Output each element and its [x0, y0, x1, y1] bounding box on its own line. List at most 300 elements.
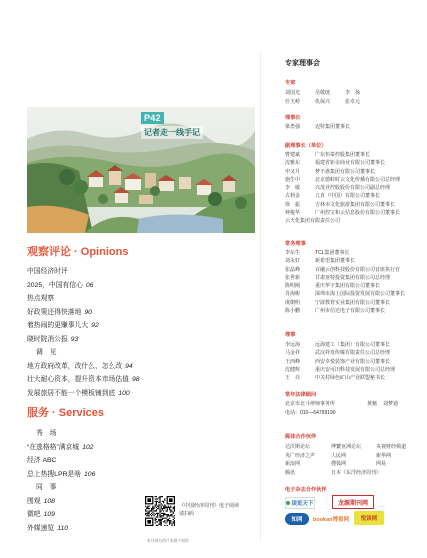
qr-module [174, 525, 175, 526]
member-row: 肖海彬 深圳市海上国际投资发展有限公司董事长 [285, 291, 406, 298]
qr-module [161, 522, 162, 523]
feature-painting [27, 107, 255, 233]
qr-module [163, 514, 164, 515]
qr-module [170, 514, 171, 515]
qr-module [163, 521, 164, 522]
qr-module [152, 514, 153, 515]
page-number: 102 [82, 443, 94, 451]
qr-module [170, 510, 171, 511]
qr-module [147, 513, 148, 514]
toc-entry: 围观 108 [27, 497, 55, 505]
qr-module [156, 498, 157, 499]
qr-module [147, 507, 148, 508]
water [137, 215, 223, 234]
expert-name: 李 扬 [345, 90, 361, 96]
qr-module [170, 521, 171, 522]
directors-list [285, 341, 420, 382]
qr-module [173, 519, 174, 520]
page-number: 100 [118, 389, 130, 397]
qr-module [158, 507, 159, 508]
qr-module [165, 514, 166, 515]
qr-module [156, 516, 157, 517]
qr-module [164, 508, 165, 509]
qr-module [167, 515, 168, 516]
qr-module [155, 520, 156, 521]
qr-module [153, 510, 154, 511]
qr-module [145, 514, 146, 515]
qr-module [155, 510, 156, 511]
qr-module [159, 519, 160, 520]
qr-module [173, 516, 174, 517]
qr-module [169, 518, 170, 519]
qr-module [169, 509, 170, 510]
qr-module [167, 507, 168, 508]
member-row: 李远海 远海建工（集团）有限公司董事长 [285, 342, 391, 348]
toc-entry: 着热闹的更赚事儿大 92 [27, 322, 99, 329]
qr-module [170, 507, 171, 508]
qr-module [168, 507, 169, 508]
qr-module [169, 520, 170, 521]
qr-module [170, 506, 171, 507]
qr-module [146, 507, 147, 508]
qr-module [151, 508, 152, 509]
qr-module [173, 508, 174, 509]
qr-module [163, 515, 164, 516]
vice-chairmen-label: 副理事长（单位） [285, 143, 327, 149]
qr-module [155, 506, 156, 507]
qr-module [170, 515, 171, 516]
qr-module [161, 516, 162, 517]
qr-module [164, 513, 165, 514]
qr-module [171, 525, 172, 526]
media-partner: 博鳌亚洲论坛 [331, 444, 362, 450]
qr-module [165, 522, 166, 523]
qr-module [158, 497, 159, 498]
qr-module [149, 506, 150, 507]
media-partners-label: 媒体合作伙伴 [285, 434, 317, 440]
qr-module [157, 521, 158, 522]
duolan-logo: 读览天下 [285, 497, 315, 509]
member-row: 古莉金 亢直（中国）有限公司董事长 [285, 193, 381, 200]
qr-module [146, 515, 147, 516]
qr-module [155, 519, 156, 520]
qr-module [163, 513, 164, 514]
member-row: 张世新 甘肃亚特投资集团有限公司总经理 [285, 274, 391, 281]
media-partner: 日本《东洋经济周刊》 [331, 469, 382, 476]
qr-module [159, 509, 160, 510]
qr-module [171, 524, 172, 525]
qr-module [173, 507, 174, 508]
qr-module [159, 512, 160, 513]
member-row: 陈小鹏 广州市信达电子有限公司董事长 [285, 308, 386, 315]
standing-directors-list [285, 249, 420, 315]
member-row: 沈雅东 福建省钜亲商业有限公司董事长 [285, 160, 386, 167]
qr-module [150, 514, 151, 515]
feature-page-label: P42 [141, 112, 164, 124]
qr-module [162, 515, 163, 516]
qr-module [161, 519, 162, 520]
qr-module [159, 497, 160, 498]
member-row: 李 敏 兴茂业控股股份有限公司副总经理 [285, 185, 391, 192]
member-unit-row: 云天化集团有限责任公司 [285, 218, 341, 225]
qr-module [162, 496, 163, 497]
qr-caption-line1: 《中国经济周刊》电子阅读 [179, 503, 240, 509]
qr-module [162, 501, 163, 502]
qr-module [174, 509, 175, 510]
page-number: 106 [84, 470, 96, 478]
member-row: 虞朝明 宁波教育实业集团有限公司董事长 [285, 299, 391, 306]
toc-category: 经济 ABC [27, 457, 57, 464]
qr-module [174, 506, 175, 507]
toc-entry: 发展旅居不能一个模板铺到底 100 [27, 389, 130, 397]
expert-name: 任玉岭 [285, 99, 301, 105]
qr-module [161, 524, 162, 525]
qr-module [174, 515, 175, 516]
qr-module [163, 501, 164, 502]
qr-module [145, 509, 146, 510]
toc-entry: 2025，中国有信心 06 [27, 281, 94, 289]
qr-module [174, 510, 175, 511]
qr-module [151, 515, 152, 516]
lawyer-name: 刘梦迪 [383, 401, 399, 407]
qr-module [155, 514, 156, 515]
qr-module [158, 519, 159, 520]
law-firm: 北京市北斗律师事务所 [285, 401, 336, 407]
media-partner: 新华网 [376, 452, 392, 459]
media-partners-grid [285, 443, 420, 479]
member-row: 曹建斌 广东恒泰控股集团董事长 [285, 152, 371, 158]
qr-module [146, 513, 147, 514]
qr-module [163, 507, 164, 508]
qr-module [157, 515, 158, 516]
qr-module [174, 508, 175, 509]
qr-module [168, 520, 169, 521]
qr-module [174, 507, 175, 508]
qr-module [147, 514, 148, 515]
qr-module [158, 504, 159, 505]
qr-module [159, 502, 160, 503]
qr-module [169, 515, 170, 516]
toc-category: 秀 场 [36, 430, 57, 437]
qr-module [169, 508, 170, 509]
media-partner: 央广经济之声 [285, 452, 316, 459]
qr-module [147, 515, 148, 516]
qr-module [147, 512, 148, 513]
qr-module [145, 506, 146, 507]
page-number: 06 [85, 281, 94, 289]
qr-module [157, 514, 158, 515]
qr-module [167, 510, 168, 511]
qr-module [168, 515, 169, 516]
qr-module [153, 513, 154, 514]
qr-module [161, 513, 162, 514]
media-partner: 央视财经频道 [376, 444, 407, 450]
expert-name: 吴敬琏 [315, 90, 331, 96]
standing-directors-label: 常务理事 [285, 241, 306, 247]
qr-module [167, 520, 168, 521]
expert-name: 刘国光 [285, 90, 301, 96]
toc-category: 中国经济时评 [27, 268, 68, 275]
toc-entry: 地方政府改革，改什么、怎么改 94 [27, 362, 133, 370]
qr-module [162, 504, 163, 505]
member-row: 李东生 TCL集团董事长 [285, 250, 350, 256]
qr-module [171, 514, 172, 515]
qr-module [161, 508, 162, 509]
qr-module [156, 504, 157, 505]
qr-module [155, 498, 156, 499]
qr-module [174, 524, 175, 525]
opinions-list [27, 265, 140, 400]
qr-module [170, 509, 171, 510]
qr-module [156, 525, 157, 526]
qr-module [170, 512, 171, 513]
qr-module [167, 521, 168, 522]
qr-module [164, 518, 165, 519]
qr-module [165, 510, 166, 511]
qr-module [162, 509, 163, 510]
page-number: 109 [43, 511, 55, 518]
qr-module [169, 522, 170, 523]
qr-module [151, 509, 152, 510]
qr-module [149, 510, 150, 511]
legal-info [285, 400, 420, 418]
qr-module [147, 508, 148, 509]
member-row: 申又月 梦不惑集团有限公司董事长 [285, 168, 376, 175]
toc-category: 同 事 [36, 484, 57, 491]
chairman-label: 理事长 [285, 115, 301, 121]
qr-module [157, 498, 158, 499]
qr-module [145, 513, 146, 514]
qr-module [149, 513, 150, 514]
services-list [27, 427, 95, 535]
qr-module [145, 510, 146, 511]
qr-module [149, 508, 150, 509]
qr-module [156, 510, 157, 511]
qr-module [167, 509, 168, 510]
member-row: 马金祥 武汉祥发传媒有限责任公司总经理 [285, 350, 391, 357]
qr-module [162, 519, 163, 520]
opinions-heading: 观察评论 · Opinions [27, 246, 129, 258]
services-heading: 服务 · Services [27, 407, 105, 419]
qr-module [159, 520, 160, 521]
qr-module [159, 514, 160, 515]
media-partner: 达沃斯论坛 [285, 444, 311, 450]
qr-module [174, 520, 175, 521]
qr-module [164, 500, 165, 501]
column-divider [260, 52, 261, 542]
qr-module [168, 519, 169, 520]
footnote: 本刊部分图片来源于网络 [147, 539, 189, 543]
media-partner: 人民网 [331, 452, 347, 459]
qr-module [174, 521, 175, 522]
qr-module [162, 508, 163, 509]
qr-module [168, 506, 169, 507]
qr-module [152, 509, 153, 510]
qr-module [170, 522, 171, 523]
qr-module [158, 524, 159, 525]
expert-name: 张卓元 [345, 99, 361, 105]
qr-module [161, 510, 162, 511]
qr-module [156, 513, 157, 514]
qr-module [149, 515, 150, 516]
qr-caption-line2: 请扫码 [179, 511, 195, 517]
qr-module [159, 504, 160, 505]
qr-module [161, 506, 162, 507]
qr-module [167, 516, 168, 517]
qr-module [158, 506, 159, 507]
qr-module [158, 513, 159, 514]
media-partner: 网易 [376, 461, 387, 468]
toc-entry: 微吧 109 [27, 511, 55, 518]
qr-module [173, 513, 174, 514]
qr-module [164, 521, 165, 522]
qr-module [147, 498, 151, 502]
media-partner: 腾讯 [285, 469, 296, 476]
qr-module [167, 514, 168, 515]
qr-module [164, 504, 165, 505]
qr-module [152, 508, 153, 509]
longyuan-logo: 龙源期刊网 [332, 495, 374, 509]
qr-module [162, 513, 163, 514]
toc-category: 调 见 [36, 349, 57, 356]
qr-module [163, 506, 164, 507]
qr-module [156, 521, 157, 522]
qr-module [147, 506, 148, 507]
member-row: 钟俊华 广州控宝和云信息股份有限公司董事长 [285, 210, 401, 217]
qr-module [174, 518, 175, 519]
toc-entry: 壮大耐心资本，提升资本市场估值 98 [27, 376, 140, 383]
qr-module [156, 502, 157, 503]
qr-module [171, 515, 172, 516]
qr-module [169, 507, 170, 508]
council-title: 专家理事会 [285, 60, 320, 67]
qr-module [164, 520, 165, 521]
qr-module [164, 514, 165, 515]
member-row: 张晶峰 百融云创科技股份有限公司首席执行官 [285, 266, 401, 273]
toc-entry: 外媒速览 110 [27, 524, 69, 532]
page-number: 108 [43, 497, 55, 505]
page-number: 90 [84, 308, 92, 316]
lawyer-name: 黄魁 [367, 401, 378, 407]
qr-module [165, 506, 166, 507]
qr-module [163, 502, 164, 503]
toc-entry: 晓时院消公报 93 [27, 335, 79, 343]
qr-module [152, 506, 153, 507]
qr-module [165, 518, 166, 519]
qr-module [167, 519, 168, 520]
qr-module [163, 508, 164, 509]
qr-module [161, 520, 162, 521]
qr-module [163, 518, 164, 519]
qr-module [155, 518, 156, 519]
toc-entry: 总上热搜LPR是啥 106 [27, 470, 96, 478]
experts-label: 专家 [285, 80, 296, 86]
qr-module [173, 512, 174, 513]
qr-module [157, 516, 158, 517]
qr-code-icon [145, 496, 175, 526]
qr-module [156, 519, 157, 520]
qr-module [161, 507, 162, 508]
qr-module [169, 521, 170, 522]
feature-title: 记者走一线手记 [141, 126, 203, 139]
qr-module [158, 520, 159, 521]
qr-module [169, 524, 170, 525]
qr-module [167, 525, 168, 526]
qr-module [171, 510, 172, 511]
qr-module [174, 522, 175, 523]
qr-module [163, 510, 164, 511]
qr-module [157, 513, 158, 514]
legal-label: 常年法律顾问 [285, 392, 317, 398]
qr-module [164, 507, 165, 508]
qr-module [168, 514, 169, 515]
qr-module [156, 501, 157, 502]
qr-module [159, 524, 160, 525]
qr-module [165, 507, 166, 508]
qr-module [159, 501, 160, 502]
member-row: 施生中 北京德蛙时云文化传播有限公司总经理 [285, 176, 401, 183]
qr-module [170, 520, 171, 521]
page-number: 92 [91, 322, 99, 329]
page-number: 110 [57, 524, 69, 532]
qr-module [159, 515, 160, 516]
member-row: 王西峰 西安卓悦装饰产业有限公司董事长 [285, 358, 391, 365]
emag-partners-label: 电子杂志合作伙伴 [285, 487, 327, 493]
qr-module [159, 516, 160, 517]
member-row: 刘永好 新希望集团董事长 [285, 258, 356, 265]
toc-entry: “在逃格格”满京城 102 [27, 443, 94, 451]
qr-module [159, 521, 160, 522]
qr-module [152, 507, 153, 508]
bookan-logo: bookan博看网 [312, 516, 350, 523]
directors-label: 理事 [285, 332, 296, 338]
qr-module [150, 510, 151, 511]
qr-module [159, 500, 160, 501]
page-number: 98 [131, 376, 140, 383]
qr-module [159, 496, 160, 497]
qr-module [162, 518, 163, 519]
qr-module [169, 498, 173, 502]
qr-module [161, 521, 162, 522]
qr-module [167, 508, 168, 509]
expert-name: 仇保兴 [315, 99, 331, 105]
qr-module [161, 525, 162, 526]
qr-module [153, 515, 154, 516]
toc-category: 热点观察 [27, 295, 55, 302]
qr-module [151, 513, 152, 514]
qr-module [157, 508, 158, 509]
vice-chairmen-list [285, 151, 420, 226]
qr-module [173, 522, 174, 523]
qr-module [159, 522, 160, 523]
qr-module [152, 512, 153, 513]
member-row: 沈健辉 重庆安可田科技发展有限公司总经理 [285, 366, 396, 373]
toc-entry: 好政策还得快落地 90 [27, 308, 92, 316]
qr-module [149, 512, 150, 513]
page-number: 94 [125, 362, 133, 370]
qr-module [155, 496, 156, 497]
qr-module [158, 502, 159, 503]
media-partner: 新浪网 [285, 461, 301, 468]
qr-module [173, 521, 174, 522]
qr-module [161, 503, 162, 504]
qr-module [155, 501, 156, 502]
qr-code-graphic [145, 496, 175, 526]
qr-caption [179, 502, 239, 518]
qr-module [157, 525, 158, 526]
qr-module [164, 498, 165, 499]
qr-module [161, 515, 162, 516]
